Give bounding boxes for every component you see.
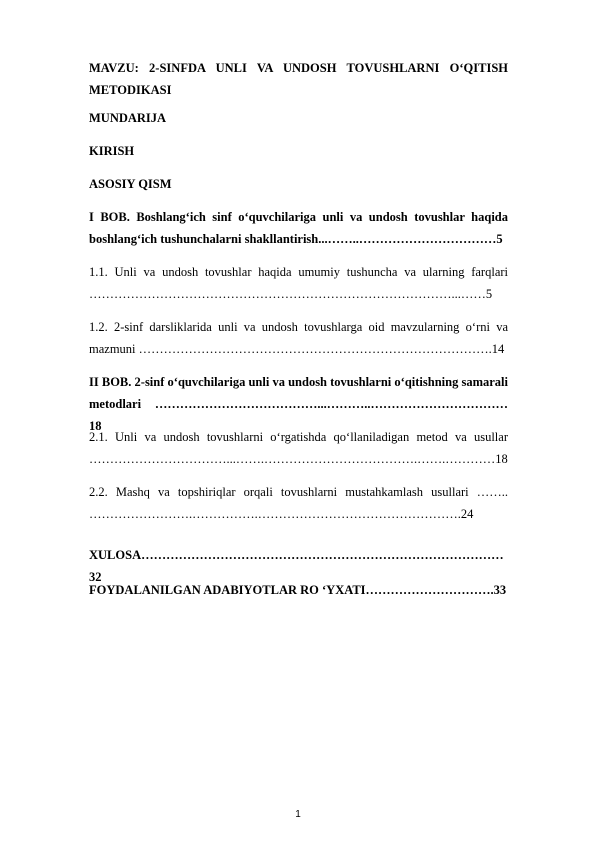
toc-main-part: ASOSIY QISM xyxy=(89,177,172,191)
toc-section-1-1: 1.1. Unli va undosh tovushlar haqida umumiy tushuncha va ularning farqlari ……………………………………………………………………………...……5 xyxy=(89,265,508,301)
toc-section-1-2: 1.2. 2-sinf darsliklarida unli va undosh tovushlarga oid mavzularning o‘rni va mazmuni ………………………………………………………………………….14 xyxy=(89,320,508,356)
toc-section-2-2: 2.2. Mashq va topshiriqlar orqali tovushlarni mustahkamlash usullari …….. …………………….…………….………………………………………….24 xyxy=(89,485,508,521)
toc-chapter-1: I BOB. Boshlang‘ich sinf o‘quvchilariga unli va undosh tovushlar haqida boshlang‘ich tushunchalarni shakllantirish...……..……………………………5 xyxy=(89,210,508,246)
toc-chapter-2: II BOB. 2-sinf o‘quvchilariga unli va undosh tovushlarni o‘qitishning samarali metodlari …………………………………...………..……………………………18 xyxy=(89,375,508,433)
toc-intro: KIRISH xyxy=(89,144,135,158)
contents-heading: MUNDARIJA xyxy=(89,111,167,125)
toc-references: FOYDALANILGAN ADABIYOTLAR RO ‘YXATI………………………….33 xyxy=(89,583,507,597)
document-title: MAVZU: 2-SINFDA UNLI VA UNDOSH TOVUSHLARNI O‘QITISH METODIKASI xyxy=(89,61,508,97)
toc-section-2-1: 2.1. Unli va undosh tovushlarni o‘rgatishda qo‘llaniladigan metod va usullar ……………………………...…….……………………………….…….…………18 xyxy=(89,430,508,466)
toc-conclusion: XULOSA……………………………………………………………………………32 xyxy=(89,548,504,584)
page-number: 1 xyxy=(295,809,301,820)
